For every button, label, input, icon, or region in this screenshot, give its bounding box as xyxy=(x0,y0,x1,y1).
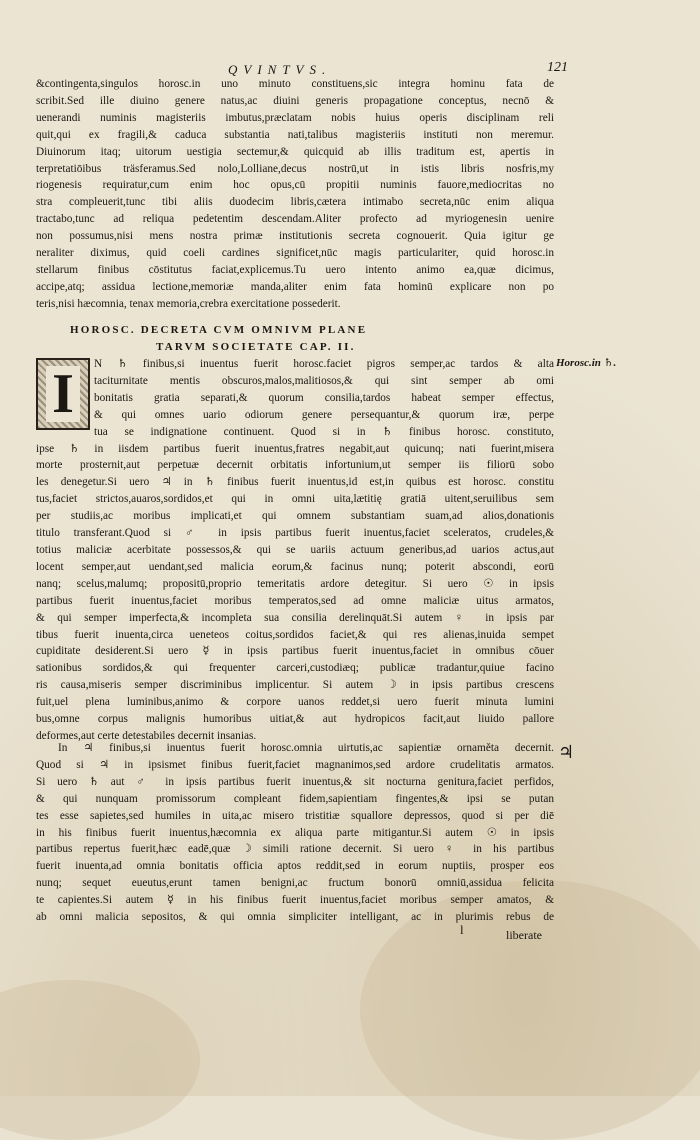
chapter-heading-line-2: TARVM SOCIETATE CAP. II. xyxy=(156,341,356,353)
text-line: totius maliciæ acerbitate possessos,& qui se uariis actuum generibus,ad uarios actus,aut xyxy=(36,543,554,556)
water-stain xyxy=(0,980,200,1140)
text-line: stra compleuerit,tunc tibi aliis duodecim libris,cætera intimabo secreta,nūc enim aliqua xyxy=(36,196,554,209)
chapter-heading xyxy=(70,322,550,356)
text-line: tus,faciet strictos,auaros,sordidos,et qui in omni uita,lætitię gratiā uitent,seruilibus sem xyxy=(36,493,554,506)
text-line: scribit.Sed ille diuino genere natus,ac diuini generis propagatione conceptus, necnō & xyxy=(36,94,554,107)
text-line: nunq; sequet eueutus,erunt tamen benigni,ac fructum bonorū omniū,assidua felicita xyxy=(36,877,554,890)
text-line: stellarum finibus cōstitutus faciat,explicemus.Tu uero intento animo ea,quæ dicimus, xyxy=(36,263,554,276)
text-line: In ♃ finibus,si inuentus fuerit horosc.omnia uirtutis,ac sapientiæ ornaměta decernit. xyxy=(58,742,554,754)
text-line: fuerit inuenta,ad omnia bonitatis officia aptos reddit,sed in eorum nuptiis, prosper eos xyxy=(36,860,554,873)
text-line: non possumus,nisi mens nostra primæ institutionis secreta cognouerit. Quia igitur ge xyxy=(36,230,554,243)
marginal-note: Horosc.in ♄. xyxy=(556,357,617,369)
text-line: ab omni malicia sepositos, & qui omnia simpliciter intelligant, ac in plurimis rebus de xyxy=(36,911,554,924)
text-line: cupiditate desiderent.Si uero ☿ in ipsis partibus fuerit inuentus,faciet in omnibus cōuer xyxy=(36,645,554,658)
text-line: tua se indignatione continuent. Quod si in ♄ finibus horosc. constituto, xyxy=(94,425,554,438)
text-line: tibus fuerit inuenta,circa ueneteos coitus,sordidos faciet,& qui res alienas,inuida sempet xyxy=(36,628,554,641)
paragraph-2 xyxy=(36,356,554,745)
text-line: nanq; scelus,malumq; propositū,proprio temeritatis ardore detegitur. Si uero ☉ in ipsis xyxy=(36,577,554,590)
text-line: partibus fuerit inuentus,faciet moribus temperatos,sed ad omne maliciæ uitus armatos, xyxy=(36,594,554,607)
marginal-jupiter-symbol: ♃ xyxy=(558,742,575,762)
text-line: N ♄ finibus,si inuentus fuerit horosc.faciet pigros semper,ac tardos & alta xyxy=(94,358,554,370)
text-line: in his finibus fuerit inuentus,hæcomnia ex aliqua parte mitigantur.Si autem ☉ in ipsis xyxy=(36,826,554,839)
text-line: & qui omnes uario odiorum genere persequantur,& quorum iræ, perpe xyxy=(94,408,554,421)
initial-letter: I xyxy=(46,366,80,422)
text-line: teris,nisi hæcomnia, tenax memoria,crebra exercitatione possederit. xyxy=(36,297,341,310)
paragraph-3 xyxy=(36,740,554,926)
text-line: tes esse sapietes,sed humiles in uita,ac misero tristitiæ squallore depressos, quod si per diē xyxy=(36,809,554,822)
catchword: liberate xyxy=(506,928,542,942)
text-line: &contingenta,singulos horosc.in uno minuto constituens,sic integra hominu fata de xyxy=(36,78,554,90)
text-line: uenerandi numinis magisteriis imbutus,præclatam nobis huius operis disciplinam reli xyxy=(36,111,554,124)
text-line: bus,omne corpus malignis humoribus uitiat,& aut hydropicos facit,aut liuido pallore xyxy=(36,713,554,726)
text-line: accipe,atq; assidua lectione,memoriæ manda,aliter enim fata hominū explicare non po xyxy=(36,280,554,293)
text-line: Si uero ♄ aut ♂ in ipsis partibus fuerit inuentus,& sit nocturna genitura,faciet perfidos, xyxy=(36,775,554,788)
text-line: les denegetur.Si uero ♃ in ♄ finibus fuerit inuentus,id est,in quibus est horosc. constitu xyxy=(36,476,554,489)
text-line: & qui semper imperfecta,& incompleta sua consilia derelinquāt.Si autem ♀ in ipsis par xyxy=(36,611,554,624)
text-line: neraliter diximus, quid coeli cardines significet,nūc magis particulariter, quid horosc.in xyxy=(36,247,554,260)
text-line: bonitatis gratia separati,& quorum consilia,tardos habeat semper effectus, xyxy=(94,391,554,404)
text-line: partibus repertus fuerit,hæc eadē,quæ ☽ simili ratione decernit. Si uero ♀ in his partibus xyxy=(36,843,554,856)
text-line: riogenesis requiratur,cum enim hoc opus,cū propitii numinis fauore,mediocritas no xyxy=(36,179,554,192)
text-line: & qui nunquam promissorum compleant fidem,sapientiam fingentes,& ipsi se putan xyxy=(36,792,554,805)
text-line: Quod si ♃ in ipsismet finibus fuerit,faciet magnanimos,sed ardore crudelitatis armatos. xyxy=(36,758,554,771)
text-line: ipse ♄ in iisdem partibus fuerit inuentus,fratres negabit,aut quicunq; nati fuerint,misera xyxy=(36,442,554,455)
chapter-heading-line-1: HOROSC. DECRETA CVM OMNIVM PLANE xyxy=(70,324,368,336)
text-line: terpretatiōibus träsferamus.Sed nolo,Lolliane,decus nostrū,ut in istis libris nosfris,my xyxy=(36,162,554,175)
text-line: titulo transferant.Quod si ♂ in ipsis partibus fuerit inuentus,faciet sceleratos, crudeles,& xyxy=(36,527,554,540)
text-line: Diuinorum itaq; uitorum uestigia sectemur,& quicquid ab illis traditum est, apertis in xyxy=(36,145,554,158)
text-line: deformes,aut certe detestabiles decernit insanias. xyxy=(36,729,257,742)
text-line: taciturnitate mentis obscuros,malos,malitiosos,& qui sint semper ab omi xyxy=(94,374,554,387)
text-line: fuit,uel plena luminibus,animo & corpore uanos reddet,si uero fuerit minuta lumini xyxy=(36,696,554,709)
signature-mark: l xyxy=(460,922,464,937)
text-line: locent semper,aut uendant,sed malicia eorum,& facinus nunq; poterit abscondi, eorū xyxy=(36,560,554,573)
text-line: morte prosternit,aut perpetuæ decernit orbitatis infortunium,ut semper iis filiorū sobo xyxy=(36,459,554,472)
text-line: quit,qui ex fragili,& caduca substantia nati,talibus magisteriis instituti non meremur. xyxy=(36,128,554,141)
text-line: sationibus sordidos,& qui frequenter carceri,custodiæq; publicæ tradantur,quiue facino xyxy=(36,662,554,675)
text-line: ris causa,miseris semper discriminibus implicentur. Si autem ☽ in ipsis partibus crescens xyxy=(36,679,554,692)
text-line: per studiis,ac moribus implicati,et qui omnem substantiam suam,ad alios,donationis xyxy=(36,510,554,523)
running-head: QVINTVS. xyxy=(228,62,332,77)
paragraph-1 xyxy=(36,76,554,313)
text-line: tractabo,tunc ad reliqua pedetentim descendam.Aliter profecto ad myriogenesin uenire xyxy=(36,213,554,226)
text-line: te capientes.Si autem ☿ in his finibus fuerit inuentus,faciet moribus semper amatos, & xyxy=(36,894,554,907)
folio-number: 121 xyxy=(547,60,568,75)
